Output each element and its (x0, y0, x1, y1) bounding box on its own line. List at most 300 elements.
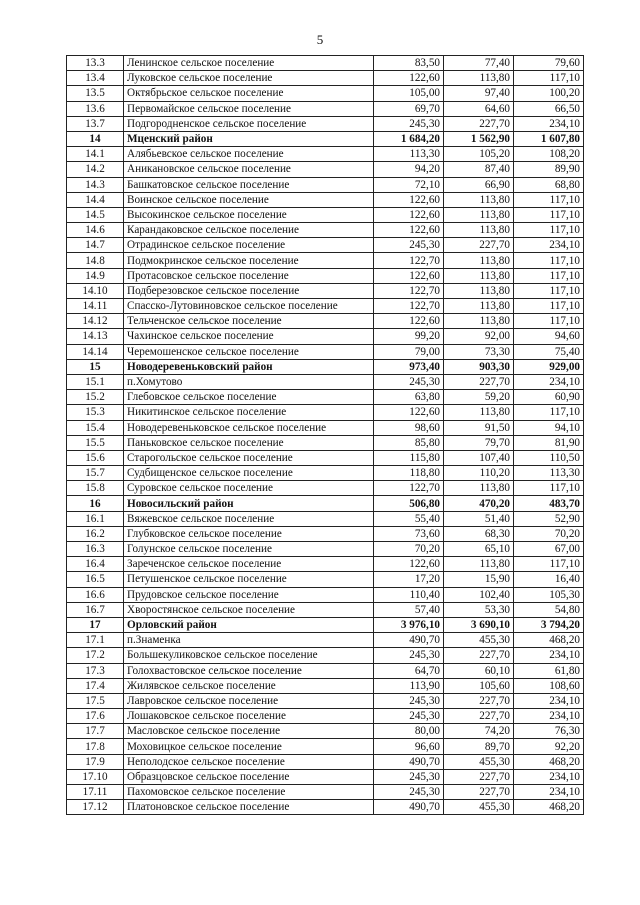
table-row (67, 526, 584, 541)
value-cell-3: 117,10 (514, 557, 584, 572)
value-cell-2: 66,90 (444, 177, 514, 192)
value-cell-3: 117,10 (514, 223, 584, 238)
value-cell-2: 113,80 (444, 207, 514, 222)
value-cell-2: 92,00 (444, 329, 514, 344)
value-cell-3: 105,30 (514, 587, 584, 602)
value-cell-1: 115,80 (374, 450, 444, 465)
row-number-cell: 14.3 (67, 177, 124, 192)
value-cell-3: 70,20 (514, 526, 584, 541)
value-cell-1: 113,30 (374, 147, 444, 162)
value-cell-2: 113,80 (444, 71, 514, 86)
value-cell-3: 1 607,80 (514, 131, 584, 146)
value-cell-2: 97,40 (444, 86, 514, 101)
table-row (67, 481, 584, 496)
row-number-cell: 15.7 (67, 466, 124, 481)
value-cell-1: 118,80 (374, 466, 444, 481)
value-cell-1: 70,20 (374, 542, 444, 557)
table-row (67, 268, 584, 283)
row-number-cell: 16.3 (67, 542, 124, 557)
value-cell-1: 122,70 (374, 481, 444, 496)
settlement-name-cell: Прудовское сельское поселение (124, 587, 374, 602)
table-row (67, 678, 584, 693)
row-number-cell: 15.1 (67, 374, 124, 389)
value-cell-1: 490,70 (374, 633, 444, 648)
settlement-name-cell: Лошаковское сельское поселение (124, 709, 374, 724)
value-cell-1: 80,00 (374, 724, 444, 739)
settlement-name-cell: Большекуликовское сельское поселение (124, 648, 374, 663)
value-cell-2: 65,10 (444, 542, 514, 557)
value-cell-1: 122,60 (374, 223, 444, 238)
district-row (67, 617, 584, 632)
row-number-cell: 14.1 (67, 147, 124, 162)
table-row (67, 709, 584, 724)
value-cell-3: 94,60 (514, 329, 584, 344)
value-cell-1: 245,30 (374, 238, 444, 253)
settlement-name-cell: Первомайское сельское поселение (124, 101, 374, 116)
district-row (67, 359, 584, 374)
settlement-name-cell: Чахинское сельское поселение (124, 329, 374, 344)
value-cell-3: 3 794,20 (514, 617, 584, 632)
value-cell-3: 67,00 (514, 542, 584, 557)
value-cell-3: 234,10 (514, 769, 584, 784)
value-cell-3: 234,10 (514, 116, 584, 131)
table-row (67, 207, 584, 222)
value-cell-2: 455,30 (444, 754, 514, 769)
value-cell-3: 79,60 (514, 56, 584, 71)
table-row (67, 633, 584, 648)
table-row (67, 314, 584, 329)
row-number-cell: 15.5 (67, 435, 124, 450)
value-cell-2: 227,70 (444, 785, 514, 800)
value-cell-3: 89,90 (514, 162, 584, 177)
table-row (67, 238, 584, 253)
value-cell-2: 51,40 (444, 511, 514, 526)
value-cell-1: 17,20 (374, 572, 444, 587)
value-cell-3: 76,30 (514, 724, 584, 739)
value-cell-3: 94,10 (514, 420, 584, 435)
settlement-name-cell: Новодеревеньковский район (124, 359, 374, 374)
settlement-name-cell: Аникановское сельское поселение (124, 162, 374, 177)
value-cell-1: 63,80 (374, 390, 444, 405)
settlement-name-cell: Голохвастовское сельское поселение (124, 663, 374, 678)
table-row (67, 648, 584, 663)
settlement-name-cell: Хворостянское сельское поселение (124, 602, 374, 617)
value-cell-2: 470,20 (444, 496, 514, 511)
value-cell-1: 245,30 (374, 374, 444, 389)
value-cell-3: 117,10 (514, 207, 584, 222)
value-cell-3: 234,10 (514, 693, 584, 708)
table-row (67, 800, 584, 815)
table-row (67, 754, 584, 769)
table-row (67, 390, 584, 405)
row-number-cell: 16.1 (67, 511, 124, 526)
table-row (67, 147, 584, 162)
value-cell-3: 234,10 (514, 374, 584, 389)
value-cell-1: 122,60 (374, 192, 444, 207)
table-body (67, 56, 584, 815)
value-cell-2: 113,80 (444, 253, 514, 268)
value-cell-3: 92,20 (514, 739, 584, 754)
row-number-cell: 13.4 (67, 71, 124, 86)
table-row (67, 769, 584, 784)
settlement-name-cell: Новосильский район (124, 496, 374, 511)
settlement-name-cell: Высокинское сельское поселение (124, 207, 374, 222)
row-number-cell: 17.12 (67, 800, 124, 815)
value-cell-1: 98,60 (374, 420, 444, 435)
row-number-cell: 16.4 (67, 557, 124, 572)
settlement-name-cell: Луковское сельское поселение (124, 71, 374, 86)
row-number-cell: 16.7 (67, 602, 124, 617)
settlement-name-cell: Зареченское сельское поселение (124, 557, 374, 572)
row-number-cell: 15.8 (67, 481, 124, 496)
settlement-name-cell: Суровское сельское поселение (124, 481, 374, 496)
table-row (67, 299, 584, 314)
row-number-cell: 15.3 (67, 405, 124, 420)
value-cell-2: 102,40 (444, 587, 514, 602)
row-number-cell: 17.8 (67, 739, 124, 754)
settlement-name-cell: Никитинское сельское поселение (124, 405, 374, 420)
value-cell-2: 60,10 (444, 663, 514, 678)
value-cell-2: 113,80 (444, 481, 514, 496)
value-cell-3: 468,20 (514, 754, 584, 769)
value-cell-3: 117,10 (514, 299, 584, 314)
district-row (67, 496, 584, 511)
row-number-cell: 14.6 (67, 223, 124, 238)
value-cell-1: 3 976,10 (374, 617, 444, 632)
settlement-name-cell: Образцовское сельское поселение (124, 769, 374, 784)
settlement-name-cell: Вяжевское сельское поселение (124, 511, 374, 526)
settlement-name-cell: Глебовское сельское поселение (124, 390, 374, 405)
row-number-cell: 14.13 (67, 329, 124, 344)
value-cell-3: 108,60 (514, 678, 584, 693)
value-cell-1: 113,90 (374, 678, 444, 693)
row-number-cell: 15.2 (67, 390, 124, 405)
value-cell-2: 105,20 (444, 147, 514, 162)
settlement-name-cell: Голунское сельское поселение (124, 542, 374, 557)
value-cell-1: 490,70 (374, 800, 444, 815)
value-cell-2: 227,70 (444, 709, 514, 724)
table-row (67, 450, 584, 465)
value-cell-3: 117,10 (514, 481, 584, 496)
table-row (67, 116, 584, 131)
value-cell-1: 110,40 (374, 587, 444, 602)
value-cell-1: 85,80 (374, 435, 444, 450)
value-cell-1: 122,60 (374, 405, 444, 420)
value-cell-3: 234,10 (514, 648, 584, 663)
value-cell-3: 16,40 (514, 572, 584, 587)
value-cell-3: 110,50 (514, 450, 584, 465)
value-cell-3: 61,80 (514, 663, 584, 678)
table-row (67, 466, 584, 481)
value-cell-2: 1 562,90 (444, 131, 514, 146)
value-cell-2: 59,20 (444, 390, 514, 405)
value-cell-3: 117,10 (514, 192, 584, 207)
settlement-name-cell: Протасовское сельское поселение (124, 268, 374, 283)
value-cell-2: 113,80 (444, 405, 514, 420)
row-number-cell: 14.2 (67, 162, 124, 177)
value-cell-2: 107,40 (444, 450, 514, 465)
settlement-name-cell: Подберезовское сельское поселение (124, 283, 374, 298)
row-number-cell: 14.8 (67, 253, 124, 268)
row-number-cell: 17.6 (67, 709, 124, 724)
settlement-name-cell: Масловское сельское поселение (124, 724, 374, 739)
value-cell-1: 122,60 (374, 71, 444, 86)
value-cell-2: 227,70 (444, 693, 514, 708)
value-cell-3: 52,90 (514, 511, 584, 526)
value-cell-1: 122,60 (374, 314, 444, 329)
value-cell-1: 122,60 (374, 557, 444, 572)
value-cell-2: 87,40 (444, 162, 514, 177)
value-cell-3: 117,10 (514, 71, 584, 86)
value-cell-1: 1 684,20 (374, 131, 444, 146)
value-cell-3: 75,40 (514, 344, 584, 359)
row-number-cell: 14.12 (67, 314, 124, 329)
value-cell-1: 245,30 (374, 769, 444, 784)
value-cell-3: 234,10 (514, 238, 584, 253)
row-number-cell: 17.5 (67, 693, 124, 708)
table-row (67, 557, 584, 572)
value-cell-1: 99,20 (374, 329, 444, 344)
table-row (67, 71, 584, 86)
value-cell-2: 113,80 (444, 268, 514, 283)
row-number-cell: 14.11 (67, 299, 124, 314)
value-cell-1: 69,70 (374, 101, 444, 116)
settlement-name-cell: Платоновское сельское поселение (124, 800, 374, 815)
value-cell-3: 483,70 (514, 496, 584, 511)
value-cell-1: 973,40 (374, 359, 444, 374)
settlement-name-cell: Новодеревеньковское сельское поселение (124, 420, 374, 435)
settlement-name-cell: Орловский район (124, 617, 374, 632)
value-cell-3: 117,10 (514, 283, 584, 298)
row-number-cell: 14.14 (67, 344, 124, 359)
value-cell-2: 79,70 (444, 435, 514, 450)
settlement-name-cell: Башкатовское сельское поселение (124, 177, 374, 192)
table-row (67, 435, 584, 450)
settlement-name-cell: Паньковское сельское поселение (124, 435, 374, 450)
row-number-cell: 17.1 (67, 633, 124, 648)
settlement-name-cell: Подгородненское сельское поселение (124, 116, 374, 131)
table-row (67, 405, 584, 420)
row-number-cell: 17.3 (67, 663, 124, 678)
value-cell-2: 77,40 (444, 56, 514, 71)
settlement-name-cell: Мценский район (124, 131, 374, 146)
settlement-name-cell: Воинское сельское поселение (124, 192, 374, 207)
value-cell-3: 100,20 (514, 86, 584, 101)
value-cell-2: 903,30 (444, 359, 514, 374)
value-cell-1: 105,00 (374, 86, 444, 101)
row-number-cell: 15 (67, 359, 124, 374)
value-cell-1: 122,60 (374, 207, 444, 222)
value-cell-3: 468,20 (514, 800, 584, 815)
table-row (67, 86, 584, 101)
value-cell-1: 122,70 (374, 283, 444, 298)
settlement-name-cell: Ленинское сельское поселение (124, 56, 374, 71)
value-cell-2: 227,70 (444, 238, 514, 253)
row-number-cell: 13.6 (67, 101, 124, 116)
value-cell-2: 64,60 (444, 101, 514, 116)
value-cell-2: 110,20 (444, 466, 514, 481)
page-number: 5 (316, 32, 324, 47)
value-cell-2: 113,80 (444, 192, 514, 207)
row-number-cell: 14 (67, 131, 124, 146)
row-number-cell: 17.9 (67, 754, 124, 769)
budget-table (66, 55, 584, 815)
table-row (67, 663, 584, 678)
value-cell-2: 113,80 (444, 223, 514, 238)
row-number-cell: 14.5 (67, 207, 124, 222)
row-number-cell: 17.7 (67, 724, 124, 739)
table-row (67, 283, 584, 298)
value-cell-2: 113,80 (444, 314, 514, 329)
value-cell-2: 74,20 (444, 724, 514, 739)
value-cell-1: 83,50 (374, 56, 444, 71)
value-cell-1: 73,60 (374, 526, 444, 541)
value-cell-2: 113,80 (444, 283, 514, 298)
value-cell-2: 89,70 (444, 739, 514, 754)
table-row (67, 587, 584, 602)
row-number-cell: 13.3 (67, 56, 124, 71)
value-cell-1: 122,60 (374, 268, 444, 283)
value-cell-2: 227,70 (444, 116, 514, 131)
district-row (67, 131, 584, 146)
settlement-name-cell: Черемошенское сельское поселение (124, 344, 374, 359)
row-number-cell: 16 (67, 496, 124, 511)
value-cell-2: 3 690,10 (444, 617, 514, 632)
table-row (67, 223, 584, 238)
row-number-cell: 17.11 (67, 785, 124, 800)
row-number-cell: 17.2 (67, 648, 124, 663)
value-cell-1: 122,70 (374, 253, 444, 268)
row-number-cell: 17.10 (67, 769, 124, 784)
table-row (67, 101, 584, 116)
row-number-cell: 14.7 (67, 238, 124, 253)
settlement-name-cell: Старогольское сельское поселение (124, 450, 374, 465)
value-cell-3: 117,10 (514, 405, 584, 420)
settlement-name-cell: Подмокринское сельское поселение (124, 253, 374, 268)
value-cell-3: 468,20 (514, 633, 584, 648)
settlement-name-cell: п.Знаменка (124, 633, 374, 648)
table-row (67, 511, 584, 526)
value-cell-1: 57,40 (374, 602, 444, 617)
value-cell-2: 113,80 (444, 557, 514, 572)
table-row (67, 177, 584, 192)
settlement-name-cell: Неполодское сельское поселение (124, 754, 374, 769)
value-cell-2: 227,70 (444, 374, 514, 389)
value-cell-3: 66,50 (514, 101, 584, 116)
value-cell-1: 79,00 (374, 344, 444, 359)
table-row (67, 602, 584, 617)
value-cell-3: 117,10 (514, 314, 584, 329)
value-cell-2: 113,80 (444, 299, 514, 314)
row-number-cell: 17 (67, 617, 124, 632)
settlement-name-cell: Тельченское сельское поселение (124, 314, 374, 329)
table-row (67, 344, 584, 359)
value-cell-3: 81,90 (514, 435, 584, 450)
value-cell-2: 455,30 (444, 633, 514, 648)
value-cell-1: 490,70 (374, 754, 444, 769)
table-row (67, 192, 584, 207)
table-row (67, 739, 584, 754)
settlement-name-cell: Глубковское сельское поселение (124, 526, 374, 541)
row-number-cell: 15.4 (67, 420, 124, 435)
row-number-cell: 17.4 (67, 678, 124, 693)
settlement-name-cell: Октябрьское сельское поселение (124, 86, 374, 101)
table-row (67, 162, 584, 177)
value-cell-1: 72,10 (374, 177, 444, 192)
table-row (67, 56, 584, 71)
row-number-cell: 16.6 (67, 587, 124, 602)
value-cell-3: 929,00 (514, 359, 584, 374)
settlement-name-cell: Жилявское сельское поселение (124, 678, 374, 693)
value-cell-1: 245,30 (374, 693, 444, 708)
value-cell-3: 234,10 (514, 785, 584, 800)
settlement-name-cell: п.Хомутово (124, 374, 374, 389)
value-cell-3: 113,30 (514, 466, 584, 481)
row-number-cell: 16.2 (67, 526, 124, 541)
table-row (67, 785, 584, 800)
value-cell-1: 245,30 (374, 116, 444, 131)
value-cell-2: 68,30 (444, 526, 514, 541)
value-cell-2: 73,30 (444, 344, 514, 359)
row-number-cell: 14.4 (67, 192, 124, 207)
row-number-cell: 15.6 (67, 450, 124, 465)
row-number-cell: 13.7 (67, 116, 124, 131)
value-cell-1: 94,20 (374, 162, 444, 177)
table-row (67, 724, 584, 739)
settlement-name-cell: Моховицкое сельское поселение (124, 739, 374, 754)
table-row (67, 693, 584, 708)
value-cell-2: 53,30 (444, 602, 514, 617)
table-row (67, 329, 584, 344)
value-cell-3: 68,80 (514, 177, 584, 192)
value-cell-1: 245,30 (374, 648, 444, 663)
table-row (67, 542, 584, 557)
value-cell-1: 245,30 (374, 785, 444, 800)
value-cell-1: 64,70 (374, 663, 444, 678)
settlement-name-cell: Петушенское сельское поселение (124, 572, 374, 587)
value-cell-1: 122,70 (374, 299, 444, 314)
settlement-name-cell: Карандаковское сельское поселение (124, 223, 374, 238)
value-cell-2: 91,50 (444, 420, 514, 435)
settlement-name-cell: Отрадинское сельское поселение (124, 238, 374, 253)
table-row (67, 572, 584, 587)
row-number-cell: 14.9 (67, 268, 124, 283)
settlement-name-cell: Судбищенское сельское поселение (124, 466, 374, 481)
value-cell-2: 227,70 (444, 648, 514, 663)
row-number-cell: 16.5 (67, 572, 124, 587)
table-row (67, 420, 584, 435)
value-cell-1: 245,30 (374, 709, 444, 724)
row-number-cell: 14.10 (67, 283, 124, 298)
value-cell-1: 96,60 (374, 739, 444, 754)
value-cell-2: 15,90 (444, 572, 514, 587)
value-cell-3: 117,10 (514, 253, 584, 268)
value-cell-2: 455,30 (444, 800, 514, 815)
value-cell-1: 506,80 (374, 496, 444, 511)
value-cell-3: 54,80 (514, 602, 584, 617)
value-cell-1: 55,40 (374, 511, 444, 526)
row-number-cell: 13.5 (67, 86, 124, 101)
value-cell-2: 105,60 (444, 678, 514, 693)
settlement-name-cell: Спасско-Лутовиновское сельское поселение (124, 299, 374, 314)
settlement-name-cell: Алябьевское сельское поселение (124, 147, 374, 162)
value-cell-3: 234,10 (514, 709, 584, 724)
value-cell-3: 108,20 (514, 147, 584, 162)
value-cell-3: 117,10 (514, 268, 584, 283)
table-row (67, 374, 584, 389)
settlement-name-cell: Лавровское сельское поселение (124, 693, 374, 708)
table-row (67, 253, 584, 268)
